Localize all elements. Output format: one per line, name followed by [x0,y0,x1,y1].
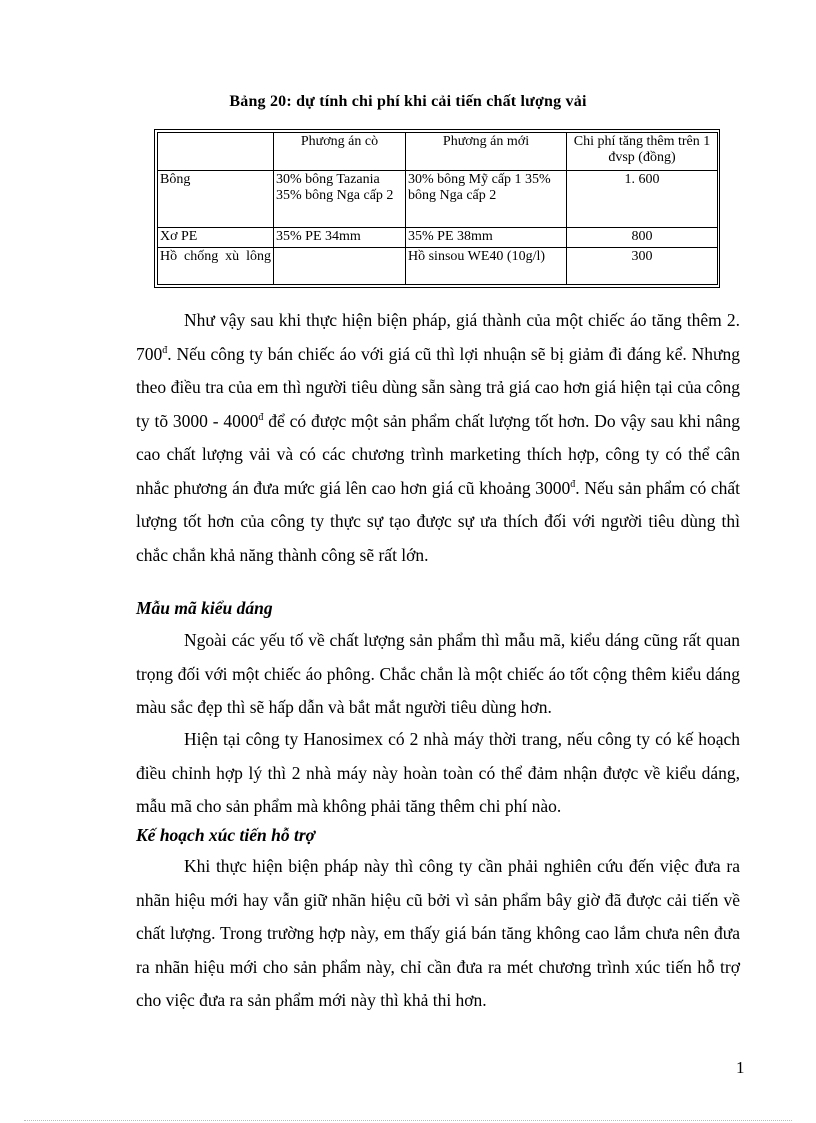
paragraph-promotion-text: Khi thực hiện biện pháp này thì công ty cần phải nghiên cứu đến việc đưa ra nhãn hiệu mới hay vẫn giữ nhãn hiệu cũ bởi vì sản phẩm bây giờ đã được cải tiến về chất lượng. Trong trường hợp này, em thấy giá bán tăng không cao lắm chưa nên đưa ra nhãn hiệu mới cho sản phẩm này, chỉ cần đưa ra mét chương trình xúc tiến hỗ trợ cho việc đưa ra sản phẩm mới này thì khả thi hơn. [136,856,740,1010]
table-row [158,247,718,284]
text-run: để có được một sản phẩm chất lượng tốt hơn. Do vậy sau khi nâng cao chất lượng vải và có các chương trình marketing thích hợp, công ty có thể cân nhắc phương án đưa mức giá lên cao hơn giá cũ khoảng 3000 [136,410,740,498]
table-caption: Bảng 20: dự tính chi phí khi cải tiến chất lượng vải [229,93,587,110]
header-cell-item [158,133,274,171]
cell-cost: 300 [567,247,718,284]
cell-item: Hồ chống xù lông [158,247,274,284]
cost-table [157,132,718,285]
text-run: Như vậy sau khi thực hiện biện pháp, giá thành của một chiếc áo tăng thêm 2. 700 [136,310,740,364]
section-heading-design: Mẫu mã kiểu dáng [136,598,273,618]
page-bottom-divider [24,1120,792,1121]
paragraph-promotion [136,850,740,1018]
cell-item: Xơ PE [158,227,274,247]
text-run: . Nếu công ty bán chiếc áo với giá cũ thì lợi nhuận sẽ bị giảm đi đáng kể. Nhưng theo điều tra của em thì người tiêu dùng sẵn sàng trả giá cao hơn giá hiện tại của công ty tõ 3000 - 4000 [136,343,740,431]
paragraph-factories-text: Hiện tại công ty Hanosimex có 2 nhà máy thời trang, nếu công ty có kế hoạch điều chỉnh hợp lý thì 2 nhà máy này hoàn toàn có thể đảm nhận được về kiểu dáng, mẫu mã cho sản phẩm mà không phải tăng thêm chi phí nào. [136,729,740,816]
cell-item: Bông [158,171,274,227]
table-row [158,171,718,227]
currency-unit: đ [258,411,264,423]
cell-new: Hồ sinsou WE40 (10g/l) [406,247,567,284]
cell-cost: 800 [567,227,718,247]
page-number: 1 [736,1058,745,1077]
cell-new: 35% PE 38mm [406,227,567,247]
cell-old: 30% bông Tazania 35% bông Nga cấp 2 [274,171,406,227]
currency-unit: đ [162,344,168,356]
section-heading-promotion: Kế hoạch xúc tiến hỗ trợ [136,825,316,845]
header-cell-extra-cost: Chi phí tăng thêm trên 1 đvsp (đồng) [567,133,718,171]
paragraph-design-text: Ngoài các yếu tố về chất lượng sản phẩm thì mẫu mã, kiểu dáng cũng rất quan trọng đối với một chiếc áo phông. Chắc chắn là một chiếc áo tốt cộng thêm kiểu dáng màu sắc đẹp thì sẽ hấp dẫn và bắt mắt người tiêu dùng hơn. [136,630,740,717]
cell-cost: 1. 600 [567,171,718,227]
table-header-row [158,133,718,171]
cell-new: 30% bông Mỹ cấp 1 35% bông Nga cấp 2 [406,171,567,227]
header-cell-old-plan: Phương án cò [274,133,406,171]
cell-old: 35% PE 34mm [274,227,406,247]
cell-old [274,247,406,284]
header-cell-new-plan: Phương án mới [406,133,567,171]
currency-unit: đ [570,478,576,490]
cost-table-frame [154,129,720,288]
paragraph-design [136,624,740,725]
paragraph-factories [136,723,740,824]
table-row [158,227,718,247]
paragraph-price-analysis [136,304,740,572]
text-run: . Nếu sản phẩm có chất lượng tốt hơn của công ty thực sự tạo được sự ưa thích đối với người tiêu dùng thì chắc chắn khả năng thành công sẽ rất lớn. [136,477,740,565]
